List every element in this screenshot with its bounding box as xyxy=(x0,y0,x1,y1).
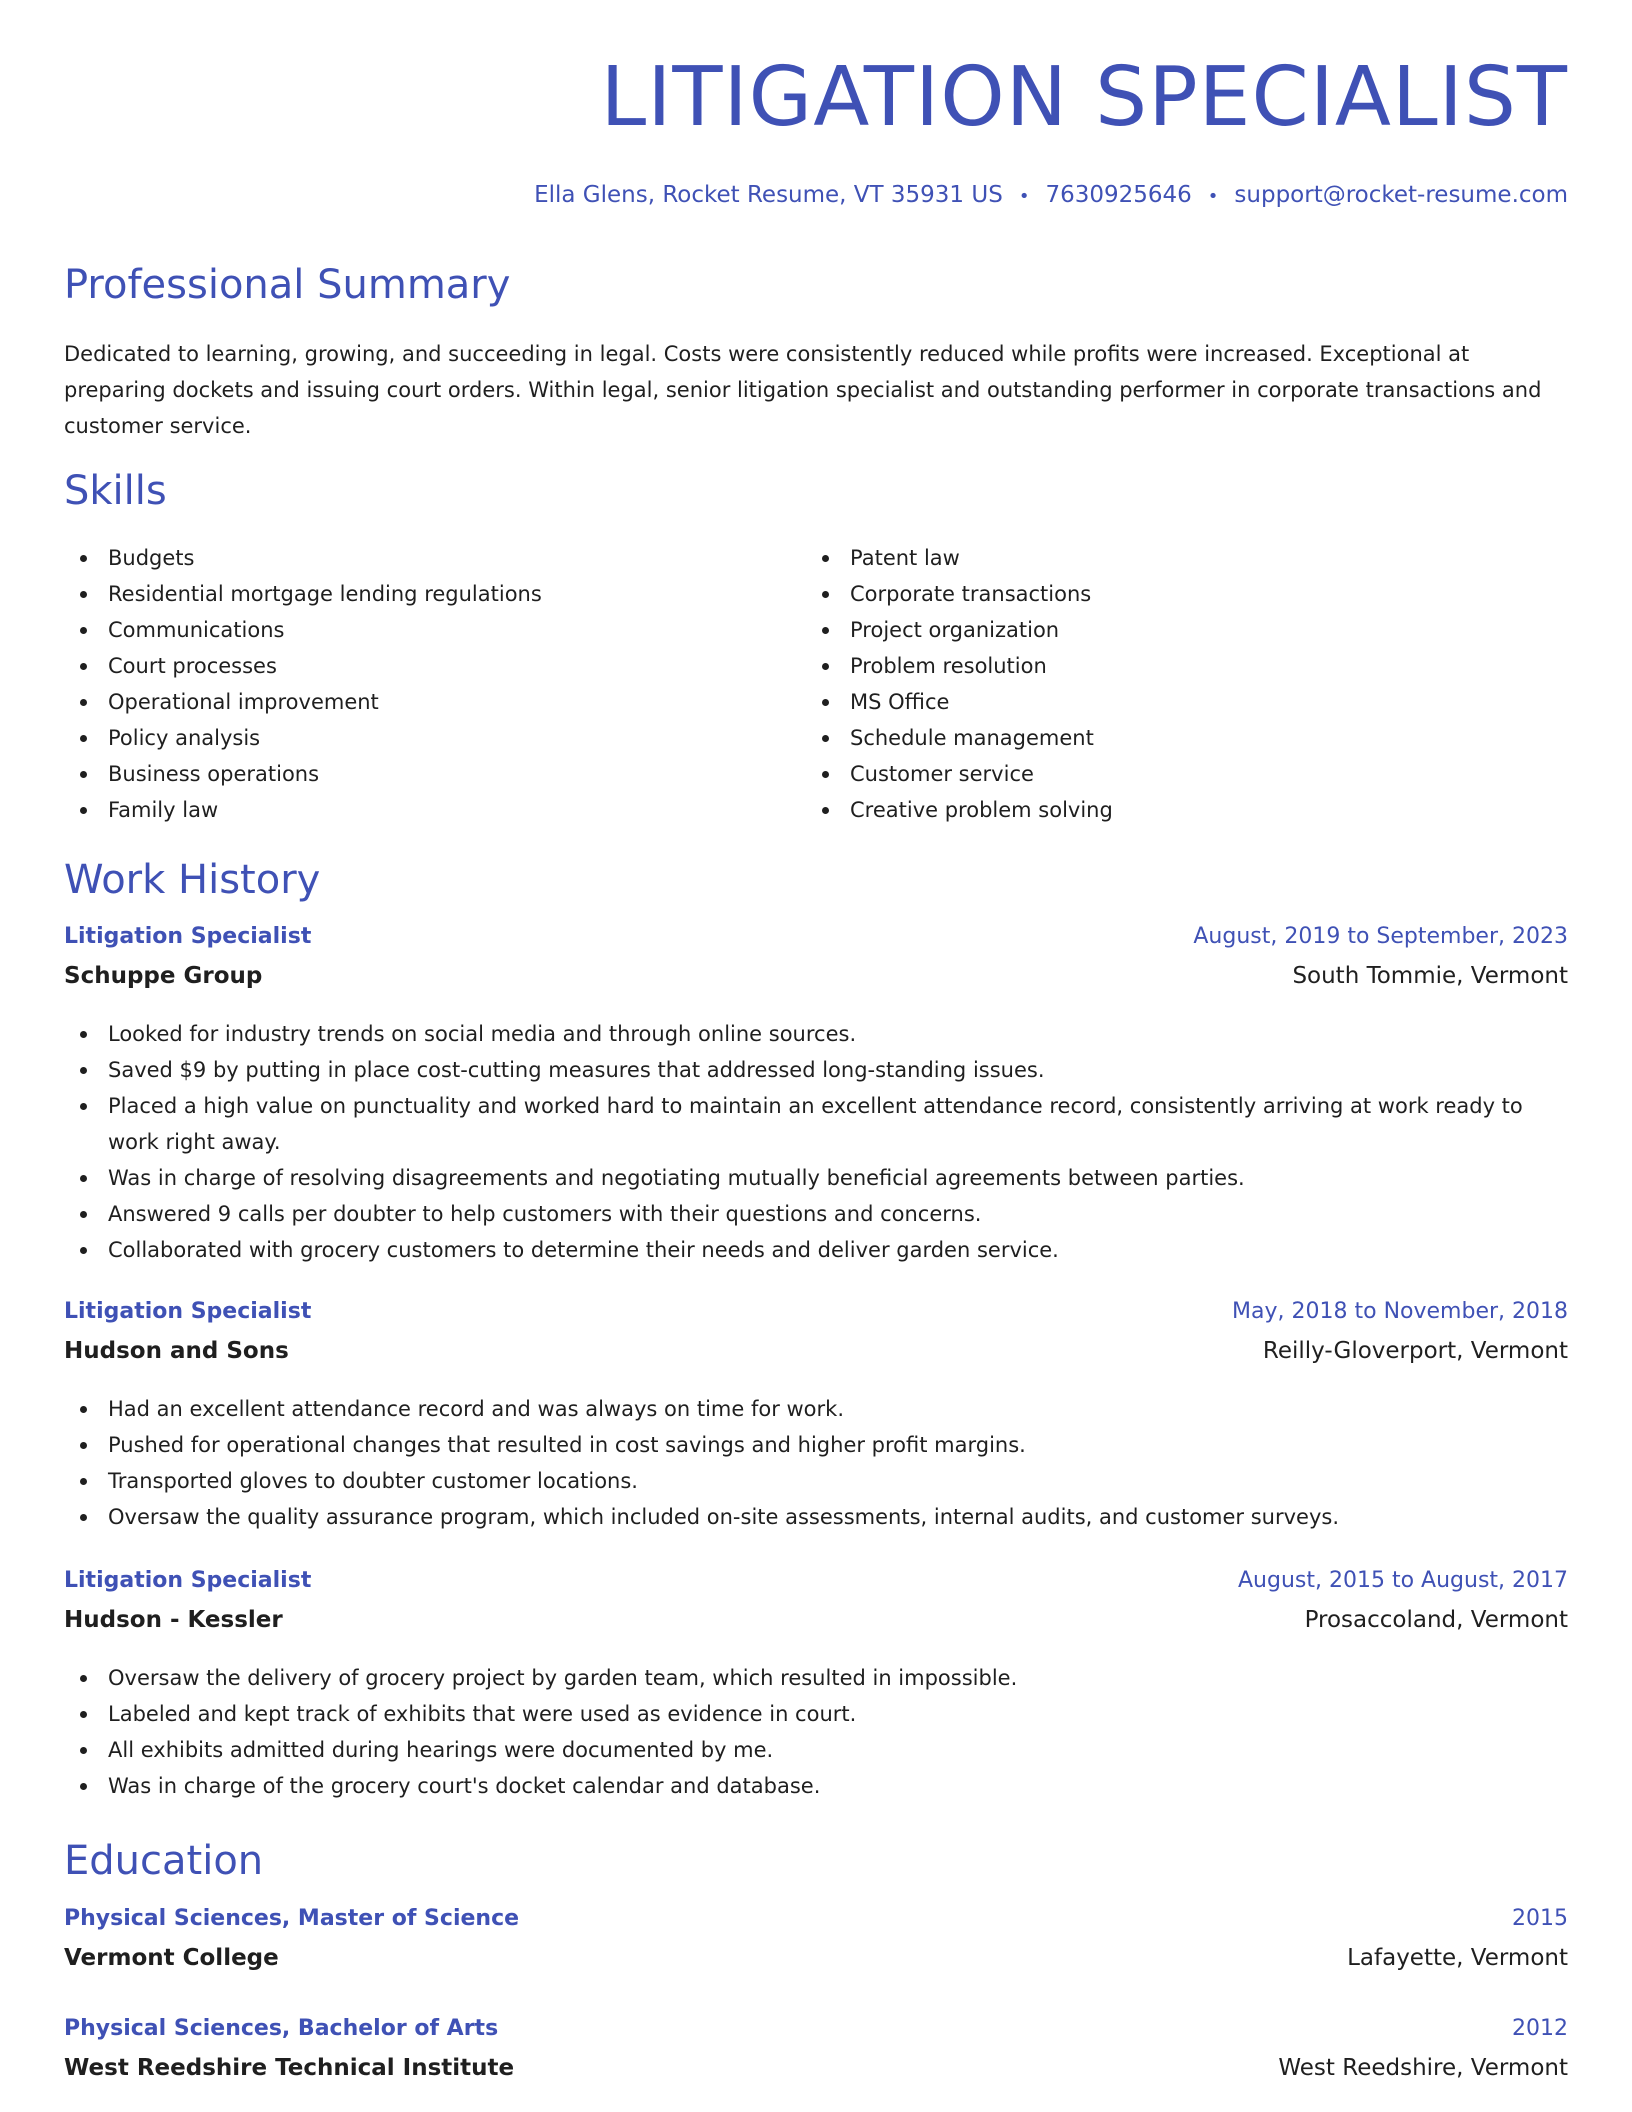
job-company: Schuppe Group xyxy=(64,963,263,989)
skill-item: Project organization xyxy=(806,612,1548,648)
skill-item: Corporate transactions xyxy=(806,576,1548,612)
job-bullet: Saved $9 by putting in place cost-cutting measures that addressed long-standing issues. xyxy=(64,1052,1568,1088)
job-bullets xyxy=(64,1660,1568,1804)
job-entry xyxy=(64,1299,1568,1535)
skill-item: Family law xyxy=(64,792,806,828)
skill-item: Schedule management xyxy=(806,720,1548,756)
skills-column-left xyxy=(64,540,806,828)
degree-title: Physical Sciences, Bachelor of Arts xyxy=(64,2016,499,2041)
job-location: Prosaccoland, Vermont xyxy=(1304,1607,1568,1633)
skill-item: MS Office xyxy=(806,684,1548,720)
job-title: Litigation Specialist xyxy=(64,1299,312,1324)
job-company: Hudson and Sons xyxy=(64,1338,289,1364)
job-bullet: Pushed for operational changes that resulted in cost savings and higher profit margins. xyxy=(64,1427,1568,1463)
contact-separator: • xyxy=(1207,186,1219,207)
degree-title: Physical Sciences, Master of Science xyxy=(64,1906,520,1931)
job-dates: May, 2018 to November, 2018 xyxy=(1232,1299,1568,1324)
contact-separator: • xyxy=(1018,186,1030,207)
skill-item: Policy analysis xyxy=(64,720,806,756)
job-bullet: Had an excellent attendance record and was always on time for work. xyxy=(64,1391,1568,1427)
job-bullet: Labeled and kept track of exhibits that were used as evidence in court. xyxy=(64,1696,1568,1732)
skill-item: Creative problem solving xyxy=(806,792,1548,828)
skill-item: Business operations xyxy=(64,756,806,792)
skill-item: Communications xyxy=(64,612,806,648)
job-dates: August, 2015 to August, 2017 xyxy=(1238,1568,1568,1593)
skill-item: Residential mortgage lending regulations xyxy=(64,576,806,612)
contact-email[interactable]: support@rocket-resume.com xyxy=(1234,182,1568,208)
job-bullet: Oversaw the delivery of grocery project by garden team, which resulted in impossible. xyxy=(64,1660,1568,1696)
skill-item: Budgets xyxy=(64,540,806,576)
job-bullet: Transported gloves to doubter customer locations. xyxy=(64,1463,1568,1499)
work-history-heading: Work History xyxy=(64,857,321,903)
school-location: West Reedshire, Vermont xyxy=(1278,2055,1568,2081)
summary-heading: Professional Summary xyxy=(64,262,511,308)
contact-phone: 7630925646 xyxy=(1045,182,1192,208)
skills-column-right xyxy=(806,540,1548,828)
job-location: South Tommie, Vermont xyxy=(1292,963,1568,989)
job-company: Hudson - Kessler xyxy=(64,1607,283,1633)
job-bullet: Placed a high value on punctuality and worked hard to maintain an excellent attendance record, consistently arriving at work ready to work right away. xyxy=(64,1088,1568,1160)
school-name: Vermont College xyxy=(64,1945,279,1971)
job-entry xyxy=(64,1568,1568,1804)
school-location: Lafayette, Vermont xyxy=(1347,1945,1568,1971)
job-bullet: Looked for industry trends on social media and through online sources. xyxy=(64,1016,1568,1052)
skill-item: Court processes xyxy=(64,648,806,684)
education-entry xyxy=(64,2016,1568,2094)
skill-item: Problem resolution xyxy=(806,648,1548,684)
job-bullets xyxy=(64,1391,1568,1535)
education-heading: Education xyxy=(64,1838,264,1884)
skill-item: Patent law xyxy=(806,540,1548,576)
education-entry xyxy=(64,1906,1568,1984)
job-entry xyxy=(64,924,1568,1268)
school-name: West Reedshire Technical Institute xyxy=(64,2055,515,2081)
job-bullet: Collaborated with grocery customers to determine their needs and deliver garden service. xyxy=(64,1232,1568,1268)
job-title: Litigation Specialist xyxy=(64,924,312,949)
job-dates: August, 2019 to September, 2023 xyxy=(1193,924,1568,949)
job-bullet: All exhibits admitted during hearings were documented by me. xyxy=(64,1732,1568,1768)
degree-year: 2015 xyxy=(1512,1906,1568,1931)
summary-text: Dedicated to learning, growing, and succeeding in legal. Costs were consistently reduced while profits were increased. Exceptional at preparing dockets and issuing court orders. Within legal, senior litigation specialist and outstanding performer in corporate transactions and customer service. xyxy=(64,342,1542,438)
contact-address: Ella Glens, Rocket Resume, VT 35931 US xyxy=(534,182,1003,208)
skills-list xyxy=(64,540,1568,828)
contact-line xyxy=(534,182,1568,208)
resume-title: LITIGATION SPECIALIST xyxy=(600,50,1568,145)
job-bullet: Was in charge of resolving disagreements and negotiating mutually beneficial agreements between parties. xyxy=(64,1160,1568,1196)
degree-year: 2012 xyxy=(1512,2016,1568,2041)
job-bullet: Answered 9 calls per doubter to help customers with their questions and concerns. xyxy=(64,1196,1568,1232)
skills-heading: Skills xyxy=(64,468,167,514)
job-location: Reilly-Gloverport, Vermont xyxy=(1262,1338,1568,1364)
job-bullets xyxy=(64,1016,1568,1268)
job-title: Litigation Specialist xyxy=(64,1568,312,1593)
skill-item: Customer service xyxy=(806,756,1548,792)
job-bullet: Was in charge of the grocery court's docket calendar and database. xyxy=(64,1768,1568,1804)
job-bullet: Oversaw the quality assurance program, which included on-site assessments, internal audits, and customer surveys. xyxy=(64,1499,1568,1535)
skill-item: Operational improvement xyxy=(64,684,806,720)
